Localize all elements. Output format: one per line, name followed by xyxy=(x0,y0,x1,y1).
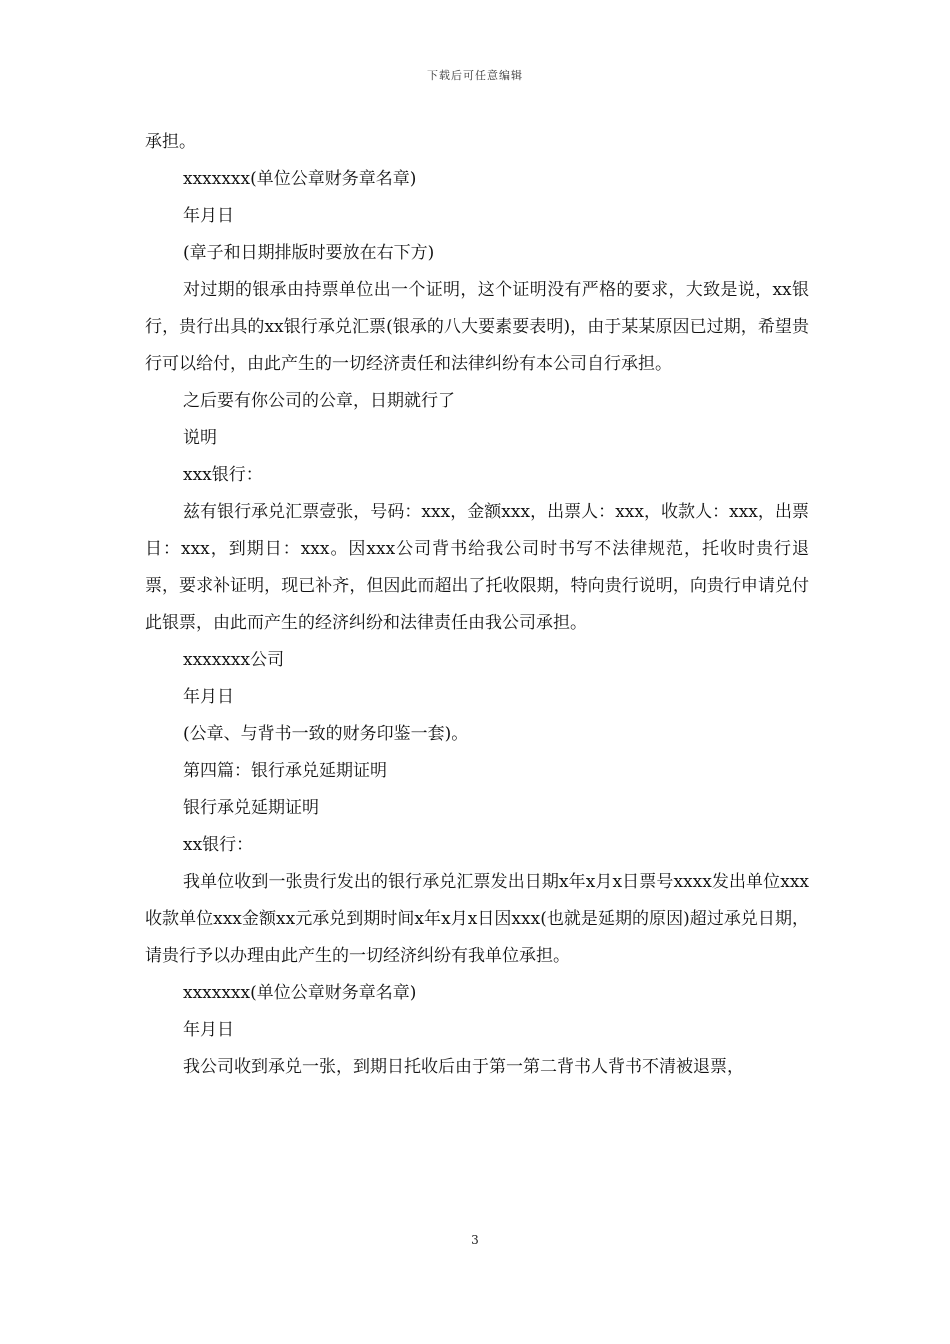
paragraph: xxxxxxx公司 xyxy=(183,650,285,670)
paragraph: 年月日 xyxy=(183,206,234,226)
paragraph: 年月日 xyxy=(183,687,234,707)
section-heading: 说明 xyxy=(183,428,217,448)
paragraph: xxx银行： xyxy=(183,465,263,485)
paragraph: 对过期的银承由持票单位出一个证明，这个证明没有严格的要求，大致是说，xx银行，贵行出具的xx银行承兑汇票(银承的八大要素要表明)，由于某某原因已过期，希望贵行可以给付，由此产生的一切经济责任和法律纠纷有本公司自行承担。 xyxy=(145,280,809,374)
paragraph: 我单位收到一张贵行发出的银行承兑汇票发出日期x年x月x日票号xxxx发出单位xxx收款单位xxx金额xx元承兑到期时间x年x月x日因xxx(也就是延期的原因)超过承兑日期，请贵行予以办理由此产生的一切经济纠纷有我单位承担。 xyxy=(145,872,809,966)
paragraph: 之后要有你公司的公章，日期就行了 xyxy=(183,391,455,411)
document-body xyxy=(145,124,809,1086)
paragraph: xxxxxxx(单位公章财务章名章) xyxy=(183,169,417,189)
paragraph: 我公司收到承兑一张，到期日托收后由于第一第二背书人背书不清被退票， xyxy=(183,1057,744,1077)
paragraph: 年月日 xyxy=(183,1020,234,1040)
paragraph: 承担。 xyxy=(145,132,196,152)
paragraph: (章子和日期排版时要放在右下方) xyxy=(183,243,435,263)
paragraph: 兹有银行承兑汇票壹张，号码：xxx，金额xxx，出票人：xxx，收款人：xxx，出票日：xxx，到期日：xxx。因xxx公司背书给我公司时书写不法律规范，托收时贵行退票，要求补证明，现已补齐，但因此而超出了托收限期，特向贵行说明，向贵行申请兑付此银票，由此而产生的经济纠纷和法律责任由我公司承担。 xyxy=(145,502,809,633)
section-heading: 第四篇：银行承兑延期证明 xyxy=(183,761,387,781)
paragraph: xx银行： xyxy=(183,835,254,855)
section-heading: 银行承兑延期证明 xyxy=(183,798,319,818)
paragraph: xxxxxxx(单位公章财务章名章) xyxy=(183,983,417,1003)
paragraph: (公章、与背书一致的财务印鉴一套)。 xyxy=(183,724,469,744)
page-header: 下载后可任意编辑 xyxy=(427,69,523,82)
page-number: 3 xyxy=(471,1233,479,1247)
